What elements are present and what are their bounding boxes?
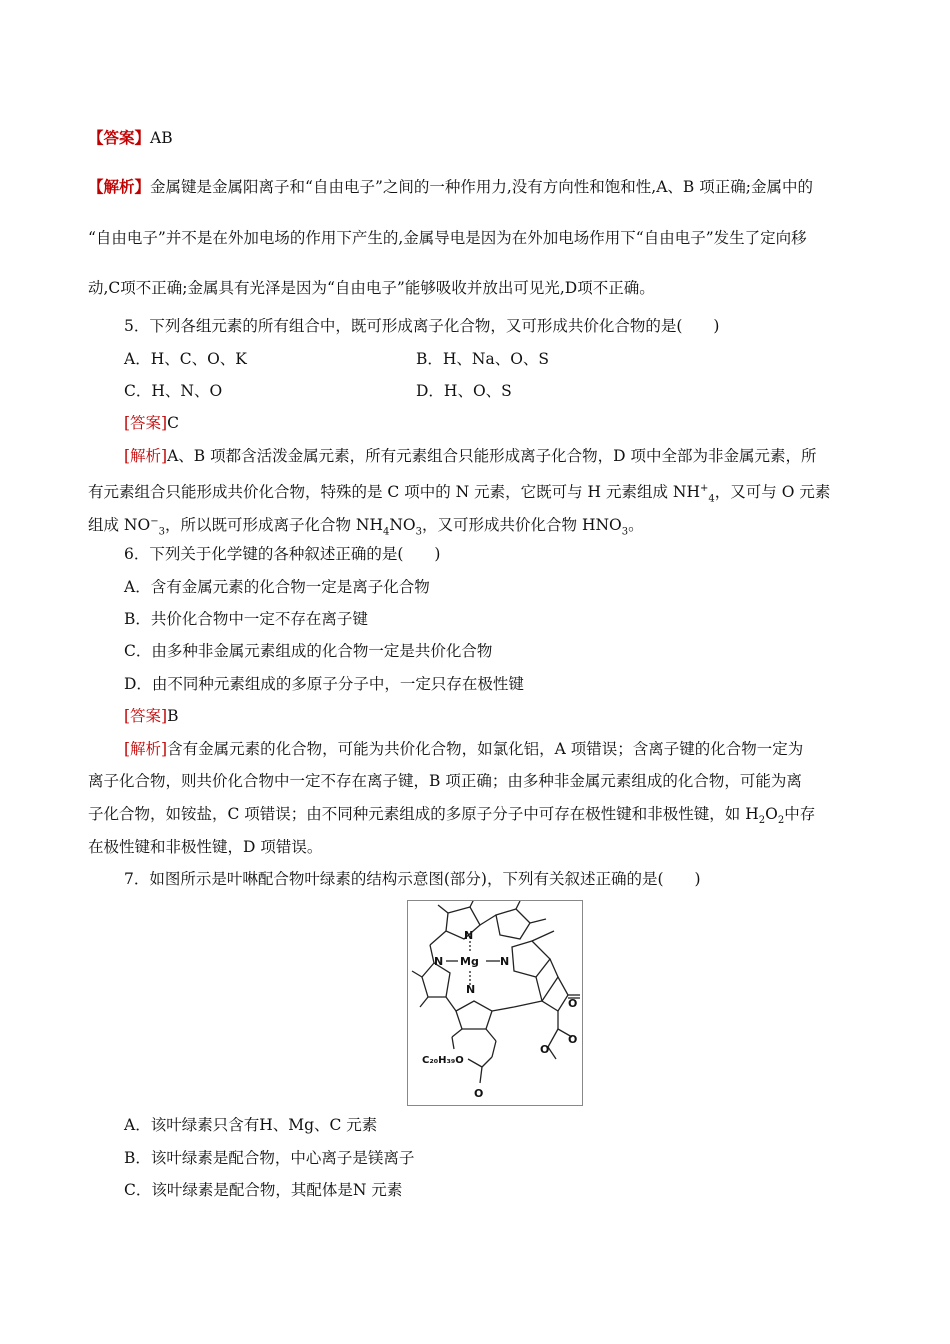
q6-analysis-tag: [解析] xyxy=(124,740,168,758)
q5-analysis-text-1: A、B 项都含活泼金属元素，所有元素组合只能形成离子化合物，D 项中全部为非金属元素，所 xyxy=(167,447,817,465)
q5-analysis-text-3b: ，所以既可形成离子化合物 NH xyxy=(164,516,383,535)
q6-answer-line xyxy=(124,706,179,726)
q6-option-d: D．由不同种元素组成的多原子分子中，一定只存在极性键 xyxy=(124,675,524,693)
h2o2-subscript-h: 2 xyxy=(758,815,766,827)
q5-analysis-text-2b: ，又可与 O 元素 xyxy=(714,483,831,502)
q6-option-a: A．含有金属元素的化合物一定是离子化合物 xyxy=(124,578,430,596)
o-label-ester-carbonyl: O xyxy=(568,1033,578,1046)
hno3-subscript: 3 xyxy=(621,526,629,538)
q5-answer-line xyxy=(124,413,179,433)
q5-analysis-line-1 xyxy=(124,446,816,466)
n-label-bottom: N xyxy=(466,983,476,996)
q5-answer-tag: [答案] xyxy=(124,414,168,432)
q7-option-b: B．该叶绿素是配合物，中心离子是镁离子 xyxy=(124,1149,415,1167)
o-label-acid: O xyxy=(474,1087,484,1100)
side-chain-label: C₂₀H₃₉O xyxy=(422,1055,464,1066)
nh4no3-subscript-4: 4 xyxy=(382,526,390,538)
nh4no3-subscript-3: 3 xyxy=(415,526,423,538)
chlorophyll-structure-svg xyxy=(408,901,582,1105)
nh4-charge: + xyxy=(700,483,709,494)
q6-option-c: C．由多种非金属元素组成的化合物一定是共价化合物 xyxy=(124,642,493,660)
q6-analysis-line-1 xyxy=(124,739,803,759)
q5-stem: 5．下列各组元素的所有组合中，既可形成离子化合物，又可形成共价化合物的是( ) xyxy=(124,317,720,335)
o-label-ketone: O xyxy=(568,997,578,1010)
q5-analysis-line-2 xyxy=(88,479,830,509)
q7-option-c: C．该叶绿素是配合物，其配体是N 元素 xyxy=(124,1181,403,1199)
q6-answer: B xyxy=(167,707,179,725)
q6-analysis-line-3 xyxy=(88,804,815,831)
q5-analysis-text-2: 有元素组合只能形成共价化合物，特殊的是 C 项中的 N 元素，它既可与 H 元素组成 NH xyxy=(88,483,701,502)
nh4-subscript: 4 xyxy=(708,493,715,505)
q4-answer-line xyxy=(88,128,173,148)
q6-stem: 6．下列关于化学键的各种叙述正确的是( ) xyxy=(124,545,441,563)
q5-answer: C xyxy=(167,414,179,432)
chlorophyll-structure-figure xyxy=(407,900,583,1106)
q5-option-d: D．H、O、S xyxy=(416,382,512,400)
q6-answer-tag: [答案] xyxy=(124,707,168,725)
q5-option-c: C．H、N、O xyxy=(124,382,223,400)
q6-analysis-line-4: 在极性键和非极性键，D 项错误。 xyxy=(88,838,323,856)
n-label-right: N xyxy=(500,955,510,968)
q5-analysis-text-3c: NO xyxy=(389,516,416,535)
q4-answer-tag: 【答案】 xyxy=(88,128,151,147)
q4-answer: AB xyxy=(150,129,173,147)
q7-option-a: A．该叶绿素只含有H、Mg、C 元素 xyxy=(124,1116,378,1134)
q4-analysis-line-1 xyxy=(88,177,813,197)
q5-option-b: B．H、Na、O、S xyxy=(416,350,550,368)
q6-analysis-text-1: 含有金属元素的化合物，可能为共价化合物，如氯化铝，A 项错误；含离子键的化合物一定为 xyxy=(167,740,804,758)
q6-option-b: B．共价化合物中一定不存在离子键 xyxy=(124,610,368,628)
o-label-ester: O xyxy=(540,1043,550,1056)
no3-charge: − xyxy=(150,516,159,527)
q6-analysis-text-3: 子化合物，如铵盐，C 项错误；由不同种元素组成的多原子分子中可存在极性键和非极性键，如 H xyxy=(88,805,759,823)
n-label-left: N xyxy=(434,955,444,968)
q5-analysis-line-3 xyxy=(88,512,644,542)
q6-analysis-text-3b: O xyxy=(765,805,778,823)
q5-analysis-tag: [解析] xyxy=(124,447,168,465)
q5-analysis-text-3a: 组成 NO xyxy=(88,516,151,535)
q5-option-a: A．H、C、O、K xyxy=(124,350,247,368)
q4-analysis-tag: 【解析】 xyxy=(88,177,151,196)
q6-analysis-text-3c: 中存 xyxy=(784,805,816,823)
q4-analysis-line-3: 动,C项不正确;金属具有光泽是因为“自由电子”能够吸收并放出可见光,D项不正确。 xyxy=(88,279,655,297)
q4-analysis-line-2: “自由电子”并不是在外加电场的作用下产生的,金属导电是因为在外加电场作用下“自由电子”发生了定向移 xyxy=(88,229,807,247)
no3-subscript: 3 xyxy=(158,526,165,538)
q6-analysis-line-2: 离子化合物，则共价化合物中一定不存在离子键，B 项正确；由多种非金属元素组成的化合物，可能为离 xyxy=(88,772,802,790)
q7-stem: 7．如图所示是叶啉配合物叶绿素的结构示意图(部分)，下列有关叙述正确的是( ) xyxy=(124,870,701,888)
q5-analysis-text-3e: 。 xyxy=(628,516,644,535)
q4-analysis-text-1: 金属键是金属阳离子和“自由电子”之间的一种作用力,没有方向性和饱和性,A、B 项正确;金属中的 xyxy=(150,178,813,196)
n-label-top: N xyxy=(464,929,474,942)
q5-analysis-text-3d: ，又可形成共价化合物 HNO xyxy=(422,516,622,535)
mg-label: Mg xyxy=(460,955,479,968)
h2o2-subscript-o: 2 xyxy=(777,815,785,827)
